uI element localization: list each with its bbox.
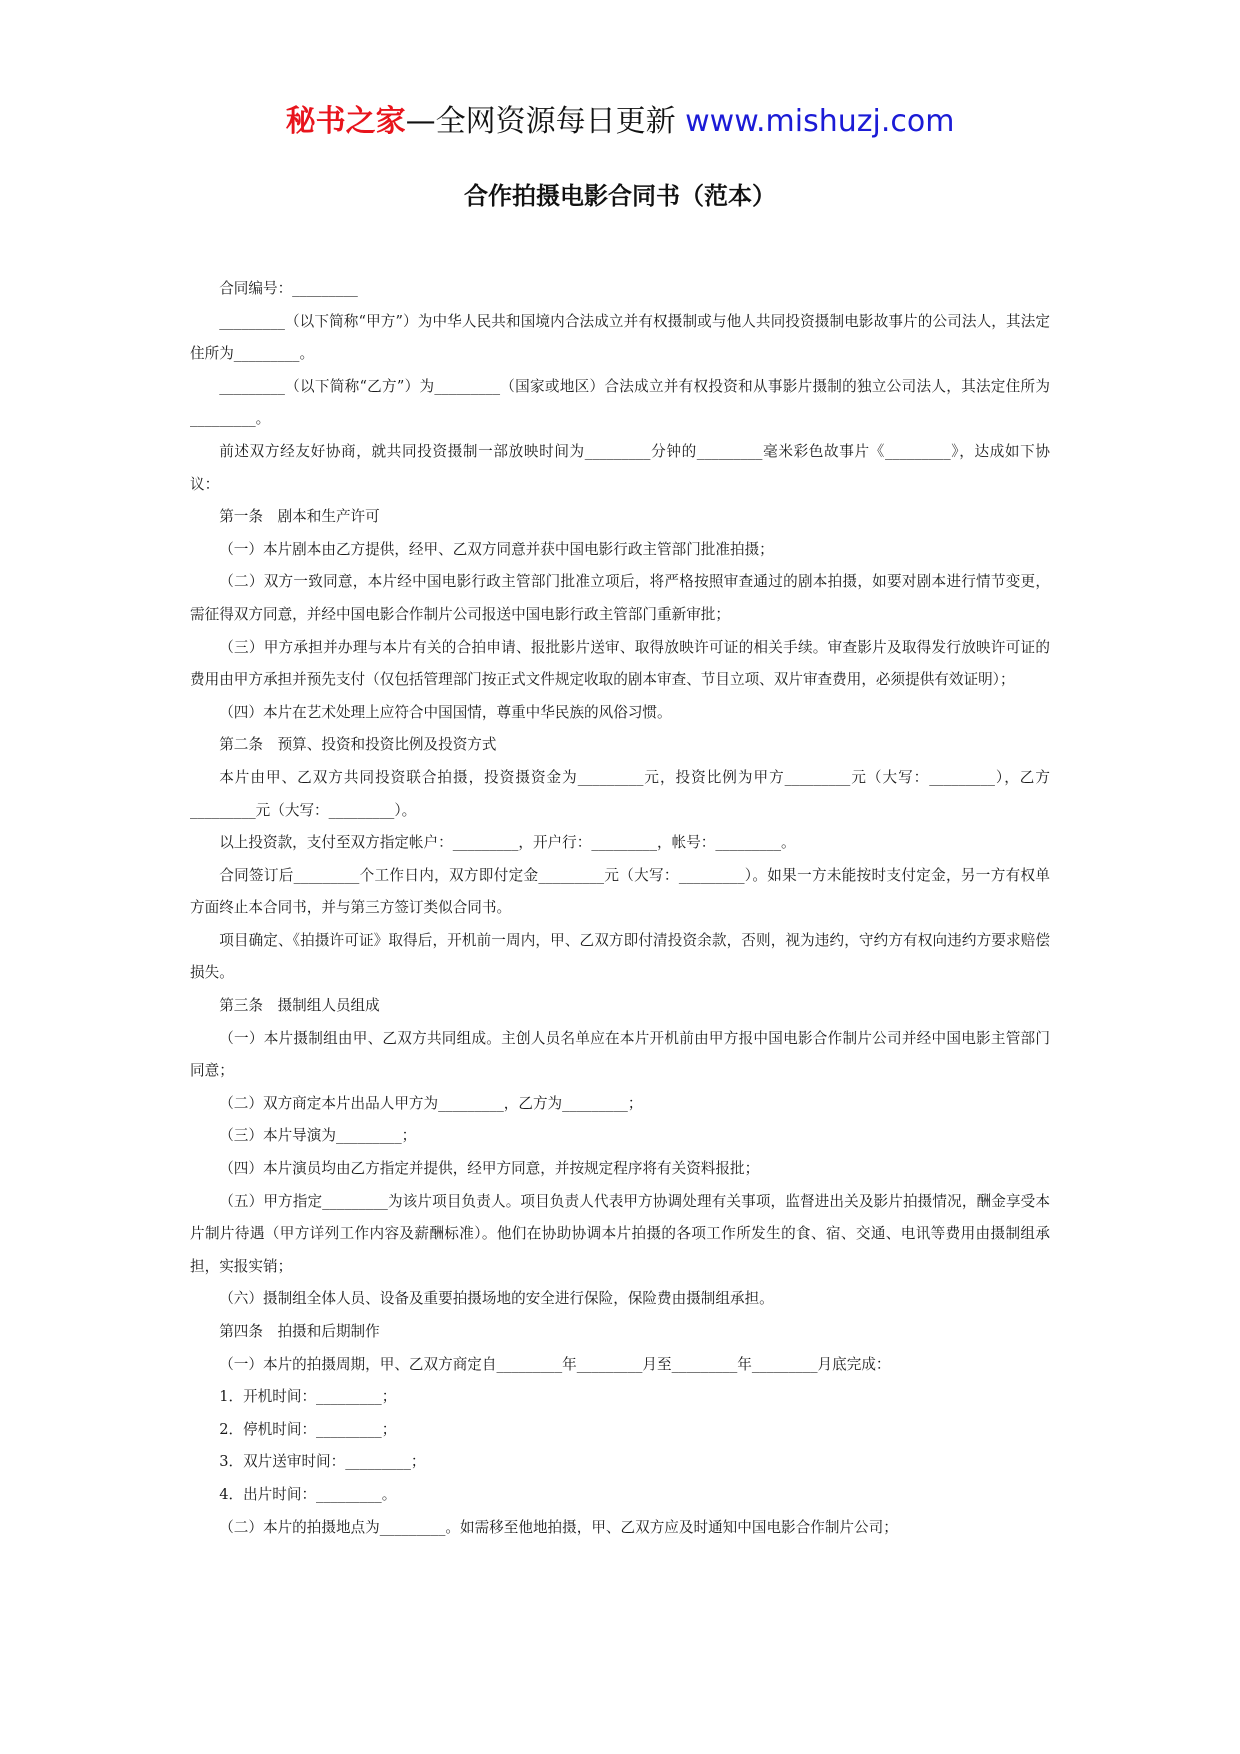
article-2-account: 以上投资款，支付至双方指定帐户：_________，开户行：_________，帐号：_________。: [219, 834, 796, 852]
article-2-heading: 第二条 预算、投资和投资比例及投资方式: [219, 736, 497, 754]
schedule-item-stop: 2．停机时间：_________；: [219, 1420, 397, 1438]
article-4-heading: 第四条 拍摄和后期制作: [219, 1323, 380, 1340]
banner-url[interactable]: www.mishuzj.com: [685, 104, 955, 139]
article-3-clause-4: （四）本片演员均由乙方指定并提供，经甲方同意，并按规定程序将有关资料报批；: [219, 1160, 760, 1178]
article-1-clause-3: （三）甲方承担并办理与本片有关的合拍申请、报批影片送审、取得放映许可证的相关手续。审查影片及取得发行放映许可证的费用由甲方承担并预先支付（仅包括管理部门按正式文件规定收取的剧本审查、节目立项、双片审查费用，必须提供有效证明）；: [190, 638, 1050, 689]
article-1-clause-4: （四）本片在艺术处理上应符合中国国情，尊重中华民族的风俗习惯。: [219, 703, 672, 721]
article-3-clause-3: （三）本片导演为_________；: [219, 1127, 417, 1145]
article-2-balance: 项目确定、《拍摄许可证》取得后，开机前一周内，甲、乙双方即付清投资余款，否则，视为违约，守约方有权向违约方要求赔偿损失。: [190, 931, 1050, 982]
document-title: 合作拍摄电影合同书（范本）: [464, 181, 776, 210]
article-2-deposit: 合同签订后_________个工作日内，双方即付定金_________元（大写：_________）。如果一方未能按时支付定金，另一方有权单方面终止本合同书，并与第三方签订类似合同书。: [190, 866, 1050, 917]
article-1-heading: 第一条 剧本和生产许可: [219, 508, 380, 526]
article-3-clause-6: （六）摄制组全体人员、设备及重要拍摄场地的安全进行保险，保险费由摄制组承担。: [219, 1290, 774, 1308]
article-3-clause-1: （一）本片摄制组由甲、乙双方共同组成。主创人员名单应在本片开机前由甲方报中国电影合作制片公司并经中国电影主管部门同意；: [190, 1029, 1050, 1080]
contract-number-line: 合同编号：_________: [219, 280, 358, 297]
party-b-intro: _________（以下简称“乙方”）为_________（国家或地区）合法成立并有权投资和从事影片摄制的独立公司法人，其法定住所为_________。: [190, 377, 1050, 428]
banner-slogan: —全网资源每日更新: [405, 104, 676, 139]
article-4-clause-1: （一）本片的拍摄周期，甲、乙双方商定自_________年_________月至_________年_________月底完成：: [219, 1355, 891, 1373]
schedule-item-review: 3．双片送审时间：_________；: [219, 1453, 426, 1471]
article-1-clause-2: （二）双方一致同意，本片经中国电影行政主管部门批准立项后，将严格按照审查通过的剧本拍摄，如要对剧本进行情节变更，需征得双方同意，并经中国电影合作制片公司报送中国电影行政主管部门重新审批；: [190, 573, 1050, 623]
schedule-item-start: 1．开机时间：_________；: [219, 1388, 397, 1406]
article-3-clause-2: （二）双方商定本片出品人甲方为_________，乙方为_________；: [219, 1094, 643, 1112]
banner-brand: 秘书之家: [285, 104, 406, 139]
article-1-clause-1: （一）本片剧本由乙方提供，经甲、乙双方同意并获中国电影行政主管部门批准拍摄；: [219, 540, 774, 558]
site-banner: [0, 100, 1240, 144]
article-2-investment: 本片由甲、乙双方共同投资联合拍摄，投资摄资金为_________元，投资比例为甲方_________元（大写：_________），乙方_________元（大写：_________）。: [190, 768, 1050, 819]
party-a-intro: _________（以下简称“甲方”）为中华人民共和国境内合法成立并有权摄制或与他人共同投资摄制电影故事片的公司法人，其法定住所为_________。: [190, 312, 1050, 363]
article-3-heading: 第三条 摄制组人员组成: [219, 997, 380, 1015]
agreement-preamble: 前述双方经友好协商，就共同投资摄制一部放映时间为_________分钟的_________毫米彩色故事片《_________》，达成如下协议：: [190, 442, 1050, 493]
schedule-item-release: 4．出片时间：_________。: [219, 1485, 397, 1503]
article-3-clause-5: （五）甲方指定_________为该片项目负责人。项目负责人代表甲方协调处理有关事项，监督进出关及影片拍摄情况，酬金享受本片制片待遇（甲方详列工作内容及薪酬标准）。他们在协助协调本片拍摄的各项工作所发生的食、宿、交通、电讯等费用由摄制组承担，实报实销；: [190, 1192, 1050, 1275]
contract-body: [190, 273, 1050, 1544]
article-4-clause-2: （二）本片的拍摄地点为_________。如需移至他地拍摄，甲、乙双方应及时通知中国电影合作制片公司；: [219, 1518, 898, 1536]
